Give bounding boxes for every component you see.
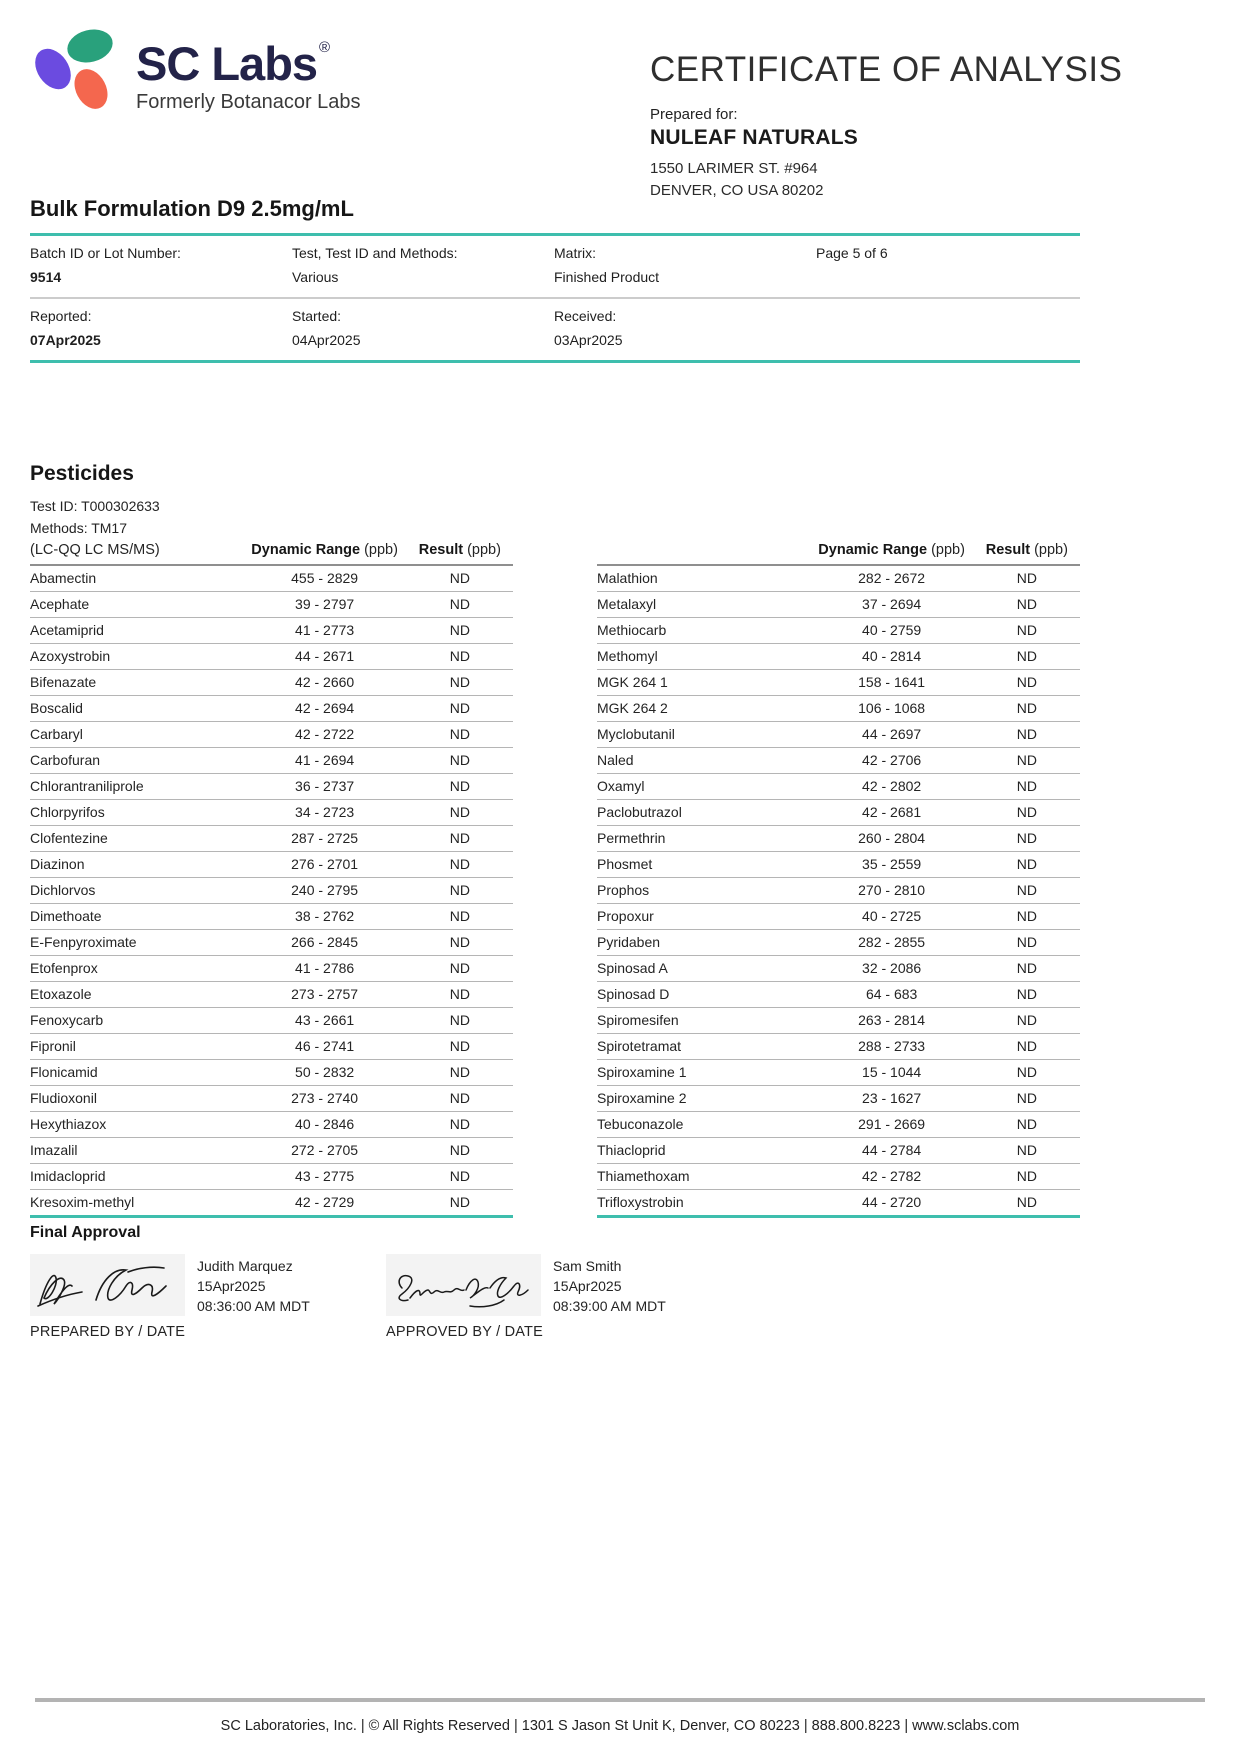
table-row [30,565,513,592]
final-approval-section [30,1224,1080,1340]
result-value: ND [974,644,1080,670]
dynamic-range-value: 41 - 2786 [243,956,407,982]
dynamic-range-value: 272 - 2705 [243,1138,407,1164]
result-value: ND [974,592,1080,618]
table-row [30,618,513,644]
analyte-name: Trifloxystrobin [597,1190,810,1217]
analyte-name: Imazalil [30,1138,243,1164]
result-value: ND [974,956,1080,982]
table-row [30,748,513,774]
dynamic-range-value: 42 - 2802 [810,774,974,800]
dynamic-range-value: 42 - 2722 [243,722,407,748]
analyte-name: Clofentezine [30,826,243,852]
result-value: ND [407,1138,513,1164]
dynamic-range-value: 38 - 2762 [243,904,407,930]
result-value: ND [974,982,1080,1008]
dynamic-range-value: 270 - 2810 [810,878,974,904]
table-row [597,774,1080,800]
analyte-name: Carbaryl [30,722,243,748]
table-row [597,852,1080,878]
table-row [597,1008,1080,1034]
analyte-name: Imidacloprid [30,1164,243,1190]
pesticides-table-left [30,539,513,1218]
analyte-name: MGK 264 2 [597,696,810,722]
analyte-name: Chlorpyrifos [30,800,243,826]
result-value: ND [407,696,513,722]
approved-signature-meta [541,1254,666,1316]
dynamic-range-header-unit: (ppb) [364,542,398,558]
analyte-name: Metalaxyl [597,592,810,618]
table-row [30,1034,513,1060]
approved-signature-image [386,1254,541,1316]
dynamic-range-value: 40 - 2725 [810,904,974,930]
dynamic-range-value: 260 - 2804 [810,826,974,852]
dynamic-range-value: 106 - 1068 [810,696,974,722]
analyte-name: Paclobutrazol [597,800,810,826]
analyte-name: Propoxur [597,904,810,930]
result-value: ND [407,1164,513,1190]
analyte-name: Oxamyl [597,774,810,800]
reported-cell [30,308,292,348]
table-row [597,1060,1080,1086]
approved-by-caption: APPROVED BY / DATE [386,1324,543,1340]
prepared-for-label: Prepared for: [650,106,738,123]
table-row [597,982,1080,1008]
table-row [30,592,513,618]
empty-header-cell [597,539,810,565]
table-row [30,1060,513,1086]
client-address-line2: DENVER, CO USA 80202 [650,182,824,199]
approved-by-name: Sam Smith [553,1258,622,1274]
table-left-header [30,539,513,565]
dynamic-range-value: 240 - 2795 [243,878,407,904]
result-value: ND [974,1138,1080,1164]
analyte-name: Acephate [30,592,243,618]
table-row [30,722,513,748]
analyte-name: Dichlorvos [30,878,243,904]
result-value: ND [974,670,1080,696]
dynamic-range-value: 41 - 2773 [243,618,407,644]
table-row [597,1138,1080,1164]
test-methods-value: Various [292,269,339,285]
approved-by-block [386,1254,706,1340]
result-value: ND [407,565,513,592]
reported-label: Reported: [30,308,92,324]
table-row [597,826,1080,852]
reported-value: 07Apr2025 [30,332,101,348]
result-value: ND [407,800,513,826]
dynamic-range-value: 282 - 2855 [810,930,974,956]
table-row [597,1190,1080,1217]
analyte-name: Thiamethoxam [597,1164,810,1190]
table-row [30,1190,513,1217]
table-row [30,930,513,956]
result-header-bold: Result [985,542,1031,558]
dynamic-range-value: 39 - 2797 [243,592,407,618]
pesticides-methods: Methods: TM17 [30,520,128,536]
table-row [30,1112,513,1138]
analyte-name: Diazinon [30,852,243,878]
table-row [30,1008,513,1034]
table-row [597,1112,1080,1138]
result-value: ND [407,748,513,774]
dynamic-range-value: 37 - 2694 [810,592,974,618]
dynamic-range-value: 273 - 2740 [243,1086,407,1112]
table-row [597,618,1080,644]
analyte-name: Tebuconazole [597,1112,810,1138]
dynamic-range-value: 42 - 2660 [243,670,407,696]
dynamic-range-value: 287 - 2725 [243,826,407,852]
dynamic-range-value: 50 - 2832 [243,1060,407,1086]
analyte-name: Spiroxamine 1 [597,1060,810,1086]
table-row [597,1086,1080,1112]
analyte-name: Fenoxycarb [30,1008,243,1034]
dynamic-range-value: 41 - 2694 [243,748,407,774]
dynamic-range-value: 282 - 2672 [810,565,974,592]
received-label: Received: [554,308,617,324]
brand-name: SC Labs ® [136,37,330,90]
result-value: ND [407,1034,513,1060]
test-methods-cell [292,245,554,285]
dynamic-range-value: 15 - 1044 [810,1060,974,1086]
test-methods-label: Test, Test ID and Methods: [292,245,458,261]
analyte-name: Naled [597,748,810,774]
table-right-body [597,565,1080,1217]
table-row [597,565,1080,592]
prepared-by-date: 15Apr2025 [197,1278,266,1294]
dynamic-range-value: 42 - 2729 [243,1190,407,1217]
dynamic-range-value: 35 - 2559 [810,852,974,878]
analyte-name: Fludioxonil [30,1086,243,1112]
dynamic-range-value: 42 - 2706 [810,748,974,774]
certificate-header [650,50,1123,202]
page-number: Page 5 of 6 [816,245,888,261]
table-row [597,1164,1080,1190]
table-row [597,956,1080,982]
result-value: ND [974,904,1080,930]
received-cell [554,308,816,348]
result-value: ND [407,592,513,618]
result-value: ND [974,800,1080,826]
prepared-by-block [30,1254,350,1340]
sample-info-table [30,233,1080,363]
analyte-name: Carbofuran [30,748,243,774]
result-value: ND [407,982,513,1008]
table-row [597,696,1080,722]
dynamic-range-value: 36 - 2737 [243,774,407,800]
matrix-cell [554,245,816,285]
analyte-name: Hexythiazox [30,1112,243,1138]
dynamic-range-value: 288 - 2733 [810,1034,974,1060]
analyte-name: Azoxystrobin [30,644,243,670]
prepared-by-caption: PREPARED BY / DATE [30,1324,186,1340]
analyte-name: Spiroxamine 2 [597,1086,810,1112]
analyte-name: Phosmet [597,852,810,878]
batch-id-value: 9514 [30,269,62,285]
brand-text [136,24,361,114]
brand-tagline: Formerly Botanacor Labs [136,91,361,113]
pesticides-tables [30,539,1080,1218]
pesticides-table-right [597,539,1080,1218]
approved-by-date: 15Apr2025 [553,1278,622,1294]
prepared-by-name: Judith Marquez [197,1258,293,1274]
table-row [30,670,513,696]
table-row [30,696,513,722]
result-value: ND [974,1060,1080,1086]
dynamic-range-value: 43 - 2775 [243,1164,407,1190]
result-value: ND [974,618,1080,644]
result-value: ND [407,852,513,878]
dynamic-range-value: 44 - 2720 [810,1190,974,1217]
result-value: ND [407,644,513,670]
result-value: ND [407,956,513,982]
prepared-signature-image [30,1254,185,1316]
final-approval-title: Final Approval [30,1224,141,1241]
table-left-body [30,565,513,1217]
dynamic-range-value: 40 - 2759 [810,618,974,644]
dynamic-range-value: 23 - 1627 [810,1086,974,1112]
analyte-name: Abamectin [30,565,243,592]
analyte-name: Spinosad A [597,956,810,982]
analyte-name: Malathion [597,565,810,592]
result-value: ND [974,748,1080,774]
footer-text: SC Laboratories, Inc. | © All Rights Reserved | 1301 S Jason St Unit K, Denver, CO 80223 | 888.800.8223 | www.sclabs.com [220,1718,1020,1734]
table-row [30,1138,513,1164]
result-value: ND [407,1060,513,1086]
analyte-name: Methomyl [597,644,810,670]
result-value: ND [974,1034,1080,1060]
certificate-title: CERTIFICATE OF ANALYSIS [650,50,1123,89]
result-value: ND [974,774,1080,800]
dynamic-range-header-bold: Dynamic Range [251,542,361,558]
dynamic-range-value: 40 - 2814 [810,644,974,670]
analyte-name: Permethrin [597,826,810,852]
table-right-header [597,539,1080,565]
table-row [30,644,513,670]
dynamic-range-value: 64 - 683 [810,982,974,1008]
dynamic-range-value: 291 - 2669 [810,1112,974,1138]
prepared-by-time: 08:36:00 AM MDT [197,1298,310,1314]
client-name: NULEAF NATURALS [650,126,858,149]
table-row [30,774,513,800]
analyte-name: Dimethoate [30,904,243,930]
table-row [30,826,513,852]
result-value: ND [974,1164,1080,1190]
result-value: ND [974,565,1080,592]
sample-info-row-1 [30,236,1080,297]
table-row [30,800,513,826]
dynamic-range-header-bold: Dynamic Range [818,542,928,558]
batch-id-label: Batch ID or Lot Number: [30,245,181,261]
result-value: ND [407,722,513,748]
dynamic-range-value: 158 - 1641 [810,670,974,696]
analyte-name: Etofenprox [30,956,243,982]
analyte-name: E-Fenpyroximate [30,930,243,956]
table-row [597,930,1080,956]
footer-divider [35,1698,1205,1702]
pesticides-test-id: Test ID: T000302633 [30,498,160,514]
analyte-name: Flonicamid [30,1060,243,1086]
registered-mark: ® [319,39,330,56]
result-value: ND [974,1112,1080,1138]
analyte-name: MGK 264 1 [597,670,810,696]
table-row [597,592,1080,618]
result-value: ND [407,670,513,696]
table-row [30,956,513,982]
result-value: ND [974,826,1080,852]
dynamic-range-value: 42 - 2694 [243,696,407,722]
analyte-name: Thiacloprid [597,1138,810,1164]
matrix-value: Finished Product [554,269,660,285]
table-row [597,670,1080,696]
analyte-name: Prophos [597,878,810,904]
table-row [597,800,1080,826]
sc-labs-logo-icon [30,24,122,112]
divider-teal-bottom [30,360,1080,363]
table-row [597,904,1080,930]
result-value: ND [974,878,1080,904]
client-address-line1: 1550 LARIMER ST. #964 [650,160,818,177]
result-value: ND [974,1190,1080,1217]
dynamic-range-value: 44 - 2784 [810,1138,974,1164]
instrument-label: (LC-QQ LC MS/MS) [30,539,243,565]
dynamic-range-value: 455 - 2829 [243,565,407,592]
started-value: 04Apr2025 [292,332,361,348]
dynamic-range-value: 32 - 2086 [810,956,974,982]
matrix-label: Matrix: [554,245,596,261]
analyte-name: Kresoxim-methyl [30,1190,243,1217]
analyte-name: Myclobutanil [597,722,810,748]
dynamic-range-value: 266 - 2845 [243,930,407,956]
result-value: ND [407,904,513,930]
dynamic-range-value: 43 - 2661 [243,1008,407,1034]
result-header [974,539,1080,565]
dynamic-range-value: 263 - 2814 [810,1008,974,1034]
analyte-name: Acetamiprid [30,618,243,644]
table-row [30,1164,513,1190]
analyte-name: Spiromesifen [597,1008,810,1034]
dynamic-range-header [810,539,974,565]
dynamic-range-header [243,539,407,565]
dynamic-range-value: 34 - 2723 [243,800,407,826]
started-cell [292,308,554,348]
table-row [30,1086,513,1112]
pesticides-section [30,462,1080,1218]
result-value: ND [974,722,1080,748]
dynamic-range-value: 273 - 2757 [243,982,407,1008]
analyte-name: Pyridaben [597,930,810,956]
batch-id-cell [30,245,292,285]
empty-cell [816,308,1078,348]
table-row [597,878,1080,904]
analyte-name: Spirotetramat [597,1034,810,1060]
pesticides-section-title: Pesticides [30,462,134,485]
analyte-name: Fipronil [30,1034,243,1060]
result-value: ND [974,1008,1080,1034]
started-label: Started: [292,308,342,324]
table-row [30,878,513,904]
page-number-cell [816,245,1078,285]
analyte-name: Chlorantraniliprole [30,774,243,800]
dynamic-range-value: 44 - 2671 [243,644,407,670]
dynamic-range-header-unit: (ppb) [931,542,965,558]
dynamic-range-value: 42 - 2681 [810,800,974,826]
table-row [597,748,1080,774]
sample-info-row-2 [30,299,1080,360]
table-row [30,904,513,930]
dynamic-range-value: 276 - 2701 [243,852,407,878]
client-address [650,158,1090,202]
result-value: ND [407,618,513,644]
table-row [597,722,1080,748]
table-row [30,982,513,1008]
result-value: ND [407,826,513,852]
result-header-unit: (ppb) [467,542,501,558]
dynamic-range-value: 42 - 2782 [810,1164,974,1190]
analyte-name: Methiocarb [597,618,810,644]
result-value: ND [974,852,1080,878]
result-header-unit: (ppb) [1034,542,1068,558]
dynamic-range-value: 40 - 2846 [243,1112,407,1138]
table-row [30,852,513,878]
table-row [597,644,1080,670]
result-value: ND [407,1190,513,1217]
header-brand [30,24,361,114]
result-value: ND [974,696,1080,722]
table-row [597,1034,1080,1060]
analyte-name: Boscalid [30,696,243,722]
result-header [407,539,513,565]
result-value: ND [407,774,513,800]
result-value: ND [974,930,1080,956]
dynamic-range-value: 46 - 2741 [243,1034,407,1060]
result-value: ND [974,1086,1080,1112]
result-value: ND [407,930,513,956]
prepared-signature-meta [185,1254,310,1316]
received-value: 03Apr2025 [554,332,623,348]
result-value: ND [407,1112,513,1138]
result-value: ND [407,878,513,904]
analyte-name: Etoxazole [30,982,243,1008]
analyte-name: Bifenazate [30,670,243,696]
result-value: ND [407,1008,513,1034]
sample-title: Bulk Formulation D9 2.5mg/mL [30,196,354,221]
result-header-bold: Result [418,542,464,558]
dynamic-range-value: 44 - 2697 [810,722,974,748]
result-value: ND [407,1086,513,1112]
approved-by-time: 08:39:00 AM MDT [553,1298,666,1314]
analyte-name: Spinosad D [597,982,810,1008]
